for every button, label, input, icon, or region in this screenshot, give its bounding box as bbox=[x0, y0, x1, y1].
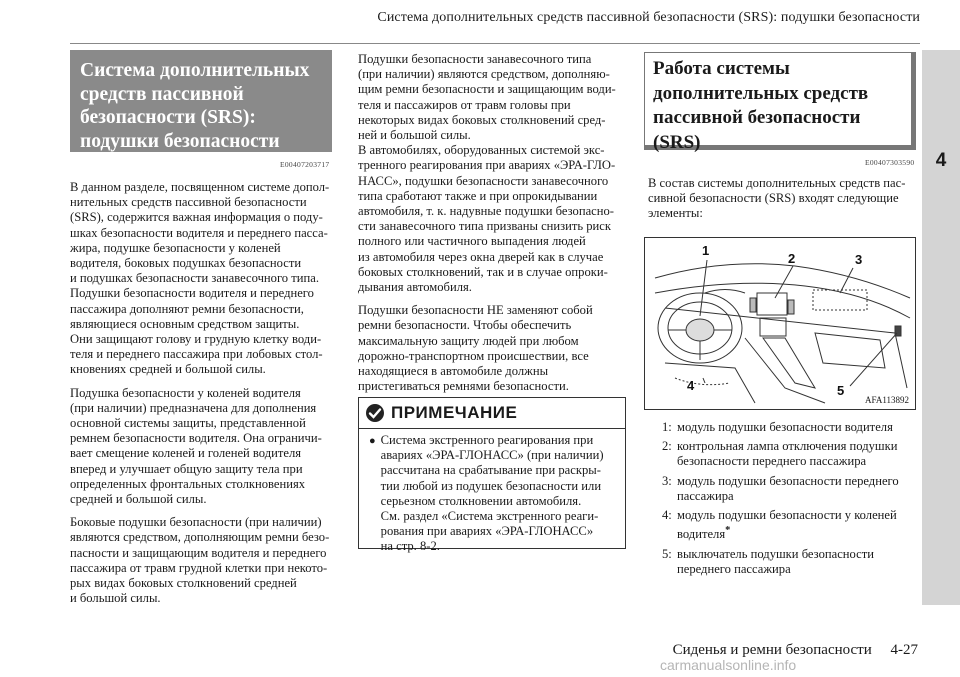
intro-paragraph: В состав системы дополнительных средств пас- сивной безопасности (SRS) входят следующие элементы: bbox=[648, 176, 906, 221]
legend-num: 1: bbox=[662, 420, 672, 434]
note-check-icon bbox=[365, 403, 385, 423]
column-right-intro bbox=[648, 176, 920, 222]
running-header: Система дополнительных средств пассивной безопасности (SRS): подушки безопасности bbox=[377, 10, 920, 25]
legend-item bbox=[662, 508, 922, 543]
legend-text: модуль подушки безопасности водителя bbox=[677, 420, 893, 434]
note-header bbox=[359, 398, 625, 429]
page-footer: Сиденья и ремни безопасности 4-27 bbox=[672, 642, 918, 658]
callout-4: 4 bbox=[687, 378, 695, 393]
legend-text: модуль подушки безопасности переднего пассажира bbox=[677, 473, 899, 503]
dashboard-illustration bbox=[644, 237, 916, 410]
chapter-number: 4 bbox=[935, 150, 947, 171]
paragraph: Боковые подушки безопасности (при наличии) являются средством, дополняющим ремни безо- пасности и защищающим водителя и переднего пассажира от травм грудной клетки при некото- рых видах боковых столкновений средней и большой силы. bbox=[70, 515, 330, 606]
paragraph: Подушки безопасности НЕ заменяют собой ремни безопасности. Чтобы обеспечить максимальную защиту людей при любом дорожно-транспортном происшествии, все находящиеся в автомобиле должны пристегиваться ремнями безопасности. bbox=[358, 303, 593, 394]
callout-2: 2 bbox=[788, 251, 796, 266]
note-title: ПРИМЕЧАНИЕ bbox=[391, 403, 518, 422]
chapter-tab bbox=[922, 50, 960, 605]
paragraph: Подушка безопасности у коленей водителя (при наличии) предназначена для дополнения основной системы защиты, представленной ремнем безопасности водителя. Она ограничи- вает смещение коленей и голеней водителя вперед и улучшает общую защиту тела при определенных фронтальных столкновениях средней и большой силы. bbox=[70, 385, 322, 507]
dashboard-drawing bbox=[645, 238, 915, 409]
legend-item bbox=[662, 474, 922, 504]
section-code: E00407203717 bbox=[280, 160, 330, 169]
note-text: Система экстренного реагирования при авариях «ЭРА-ГЛОНАСС» (при наличии) рассчитана на срабатывание при раскры- тии любой из подушек безопасности или серьезном столкновении автомобиля. См. раздел «Система экстренного реаги- рования при авариях «ЭРА-ГЛОНАСС» на стр. 8-2. bbox=[380, 433, 604, 554]
header-rule bbox=[70, 43, 920, 44]
bullet-icon: ● bbox=[369, 435, 376, 447]
asterisk-mark: * bbox=[725, 525, 731, 537]
paragraph: Подушки безопасности занавесочного типа (при наличии) являются средством, дополняю- щим ремни безопасности и защищающим води- теля и пассажиров от травм головы при некоторых видах боковых столкновений сред- ней и большой силы. В автомобилях, оборудованных системой экс- тренного реагирования при авариях «ЭРА-ГЛО- НАСС», подушки безопасности занавесочного типа сработают также и при опрокидывании автомобиля, т. к. надувные подушки безопасно- сти занавесочного типа призваны снизить риск полного или частичного выпадения людей из автомобиля через окна дверей как в случае боковых столкновений, так и в случае опроки- дывания автомобиля. bbox=[358, 52, 616, 295]
note-body bbox=[359, 429, 625, 555]
callout-1: 1 bbox=[702, 243, 710, 258]
paragraph: В данном разделе, посвященном системе допол- нительных средств пассивной безопасности (SRS), содержится важная информация о поду- шках безопасности водителя и переднего пасса- жира, подушке безопасности у коленей водителя, боковых подушках безопасности и подушках безопасности занавесочного типа. Подушки безопасности водителя и переднего пассажира дополняют ремни безопасности, являющиеся основным средством защиты. Они защищают голову и грудную клетку води- теля и переднего пассажира при лобовых стол- кновениях средней и большой силы. bbox=[70, 180, 330, 377]
legend-text: модуль подушки безопасности у коленей водителя* bbox=[677, 508, 897, 542]
callout-5: 5 bbox=[837, 383, 845, 398]
legend-num: 2: bbox=[662, 439, 672, 454]
legend-item bbox=[662, 420, 922, 435]
watermark: carmanualsonline.info bbox=[660, 657, 797, 673]
section-heading-srs-operation: Работа системы дополнительных средств пассивной безопасности (SRS) bbox=[644, 52, 916, 150]
section-code: E00407303590 bbox=[865, 158, 915, 167]
figure-legend bbox=[662, 420, 922, 581]
legend-num: 4: bbox=[662, 508, 672, 523]
figure-id: AFA113892 bbox=[864, 395, 909, 405]
legend-item bbox=[662, 439, 922, 469]
note-box bbox=[358, 397, 626, 554]
column-middle bbox=[358, 52, 630, 394]
callout-3: 3 bbox=[855, 252, 863, 267]
legend-text: выключатель подушки безопасности переднего пассажира bbox=[677, 546, 874, 576]
legend-item bbox=[662, 547, 922, 577]
legend-text: контрольная лампа отключения подушки безопасности переднего пассажира bbox=[677, 439, 898, 469]
column-left bbox=[70, 180, 342, 606]
section-heading-srs-airbags: Система дополнительных средств пассивной безопасности (SRS): подушки безопасности bbox=[70, 50, 332, 152]
legend-num: 5: bbox=[662, 546, 672, 561]
legend-num: 3: bbox=[662, 473, 672, 488]
